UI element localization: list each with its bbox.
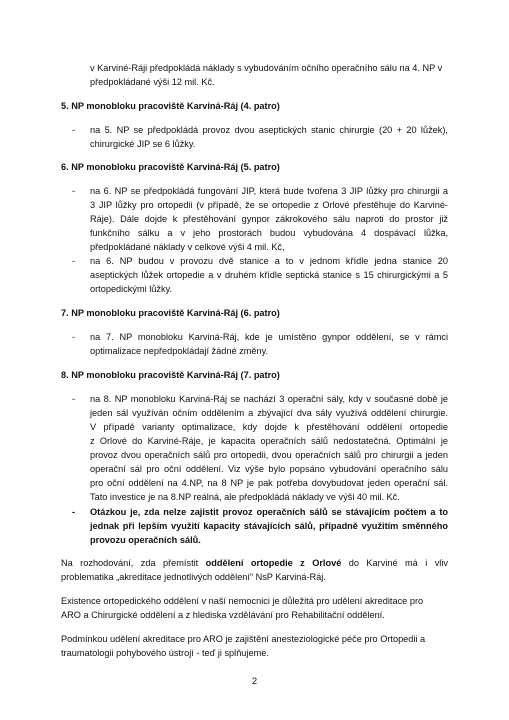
bullet-dash: - — [72, 332, 76, 342]
bullet-line: na 5. NP se předpokládá provoz dvou aseptických stanic chirurgie (20 + 20 lůžek), — [90, 125, 448, 135]
bullet-line: na 7. NP monobloku Karviná-Ráj, kde je umístěno gynpor oddělení, se v rámci — [90, 332, 448, 342]
bullet-line-bold: Otázkou je, zda nelze zajistit provoz operačních sálů se stávajícím počtem a to — [90, 507, 448, 517]
bullet-dash: - — [72, 256, 76, 266]
bullet-dash: - — [72, 394, 76, 404]
paragraph-line: ARO a Chirurgické oddělení a z hlediska vzdělávání pro Rehabilitační oddělení. — [61, 610, 385, 620]
paragraph-line: Podmínkou udělení akreditace pro ARO je zajištění anesteziologické péče pro Ortopedii a — [61, 634, 426, 644]
paragraph-text: do Karviné má i vliv — [341, 558, 448, 568]
bullet-line: na 6. NP budou v provozu dvě stanice a to v jednom křídle jedna stanice 20 — [90, 256, 448, 266]
bullet-line: aseptických lůžek ortopedie a v druhém křídle septická stanice s 15 chirurgickými a 5 — [90, 270, 448, 280]
bullet-line: z Orlové do Karviné-Ráje, je kapacita operačních sálů nedostatečná. Optimální je — [90, 436, 448, 446]
bullet-line-bold: provozu operačních sálů. — [90, 535, 201, 545]
bullet-line: Ráje). Dále dojde k přestěhování gynpor zákrokového sálu naproti do prostor již — [90, 214, 448, 224]
bullet-line: funkčního sálku a v jeho prostorách budou vybudována 4 dospávací lůžka, — [90, 228, 448, 238]
intro-line: předpokládané výši 12 mil. Kč. — [90, 77, 215, 87]
paragraph-line: traumatologii pohybového ústrojí - teď ji splňujeme. — [61, 648, 269, 658]
paragraph-text: Na rozhodování, zda přemístit — [61, 558, 206, 568]
bullet-line: 3 JIP lůžky pro ortopedii (v případě, že se ortopedie z Orlové přestěhuje do Karviné- — [90, 200, 448, 210]
bullet-line-bold: jednak při lepším využití kapacity stávajících sálů, případně využitím směnného — [90, 521, 448, 531]
bullet-line: na 6. NP se předpokládá fungování JIP, která bude tvořena 3 JIP lůžky pro chirurgii a — [90, 186, 448, 196]
bullet-line: provoz dvou operačních sálů pro ortopedii, dvou operačních sálů pro chirurgii a jeden — [90, 450, 448, 460]
paragraph-line — [61, 557, 448, 569]
bullet-line: ortopedickými lůžky. — [90, 284, 173, 294]
bullet-dash: - — [72, 186, 76, 196]
section-heading-8: 8. NP monobloku pracoviště Karviná-Ráj (7. patro) — [61, 370, 280, 380]
bullet-line: předpokládané náklady v celkové výši 4 mil. Kč, — [90, 242, 285, 252]
paragraph-bold-text: oddělení ortopedie z Orlové — [205, 558, 342, 568]
bullet-line: chirurgické JIP se 6 lůžky. — [90, 139, 196, 149]
bullet-line: V případě varianty optimalizace, kdy dojde k přestěhování oddělení ortopedie — [90, 422, 448, 432]
section-heading-5: 5. NP monobloku pracoviště Karviná-Ráj (4. patro) — [61, 101, 280, 111]
section-heading-6: 6. NP monobloku pracoviště Karviná-Ráj (5. patro) — [61, 162, 280, 172]
bullet-line: na 8. NP monobloku Karviná-Ráj se nachází 3 operační sály, kdy v současné době je — [90, 394, 448, 404]
section-heading-7: 7. NP monobloku pracoviště Karviná-Ráj (6. patro) — [61, 308, 280, 318]
bullet-line: operační sál pro oční oddělení. Viz výše bylo popsáno vybudování operačního sálu — [90, 464, 448, 474]
intro-line: v Karviné-Ráji předpokládá náklady s vybudováním očního operačního sálu na 4. NP v — [90, 63, 443, 73]
bullet-line: jeden sál využíván očním oddělením a zbývající dva sály využívá oddělení chirurgie. — [90, 408, 448, 418]
page-number: 2 — [251, 676, 258, 686]
bullet-line: optimalizace nepředpokládají žádné změny. — [90, 346, 269, 356]
paragraph-line: problematika „akreditace jednotlivých oddělení“ NsP Karviná-Ráj. — [61, 572, 326, 582]
bullet-line: Tato investice je na 8.NP reálná, ale předpokládá náklady ve výši 40 mil. Kč. — [90, 492, 400, 502]
bullet-line: pro oční oddělení na 4.NP, na 8 NP je pak potřeba dovybudovat jeden operační sál. — [90, 478, 448, 488]
bullet-dash: - — [72, 507, 76, 517]
bullet-dash: - — [72, 125, 76, 135]
paragraph-line: Existence ortopedického oddělení v naší nemocnici je důležitá pro udělení akreditace pro — [61, 596, 424, 606]
